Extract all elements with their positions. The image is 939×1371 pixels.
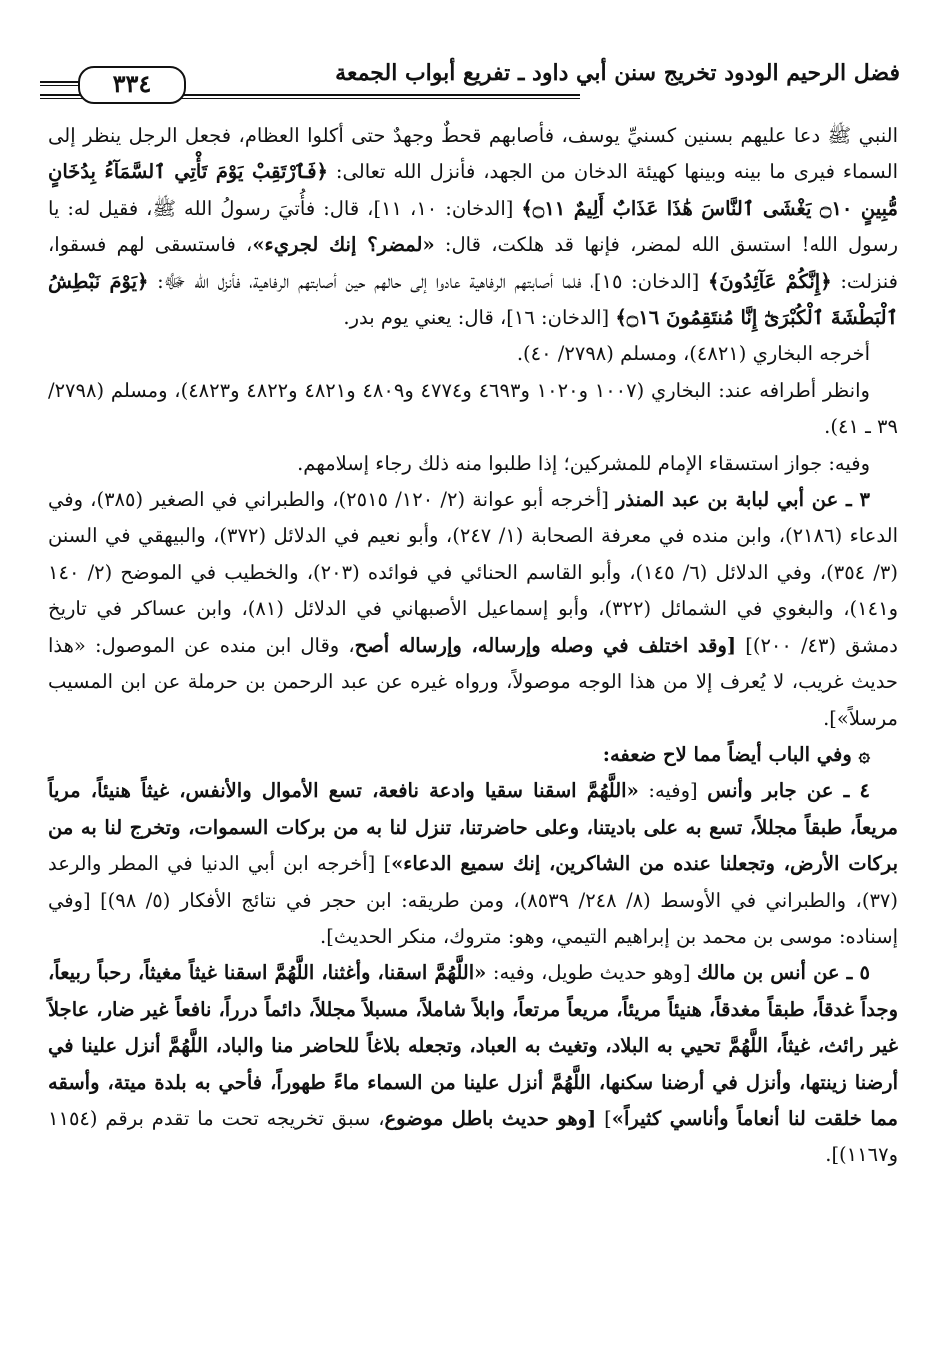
text: [وهو حديث طويل، وفيه: — [486, 961, 697, 985]
paragraph: وفيه: جواز استسقاء الإمام للمشركين؛ إذا طلبوا منه ذلك رجاء إسلامهم. — [297, 451, 870, 475]
paragraph: أخرجه البخاري (٤٨٢١)، ومسلم (٢٧٩٨/ ٤٠). — [516, 342, 870, 366]
text: ، فاستسقى لهم فسقوا، فنزلت: — [48, 233, 898, 293]
running-title: فضل الرحيم الودود تخريج سنن أبي داود ـ تفريع أبواب الجمعة — [335, 60, 900, 86]
text: [أخرجه أبو عوانة (٢/ ١٢٠/ ٢٥١٥)، والطبراني في الصغير (٣٨٥)، وفي الدعاء (٢١٨٦)، وابن منده في معرفة الصحابة (١/ ٢٤٧)، وأبو نعيم في الدلائل (٣٧٢)، والبيهقي في السنن (٣/ ٣٥٤)، وفي الدلائل (٦/ ١٤٥)، وأبو القاسم الحنائي في فوائده (٢٠٣)، والخطيب في الموضح (٢/ ١٤٠ و١٤١)، والبغوي في الشمائل (٣٢٢)، وأبو إسماعيل الأصبهاني في الدلائل (٨١)، وابن عساكر في تاريخ دمشق (٤٣/ ٢٠٠)] — [48, 488, 898, 657]
bold-text: [وهو حديث باطل موضوع — [384, 1106, 597, 1130]
paragraph — [48, 773, 898, 955]
bold-text: ٥ ـ عن أنس بن مالك — [696, 961, 870, 985]
page-number: ٣٣٤ — [78, 66, 186, 104]
bold-text: ٣ ـ عن أبي لبابة بن عبد المنذر — [616, 488, 870, 512]
paragraph — [48, 118, 898, 336]
bold-text: ٤ ـ عن جابر وأنس — [707, 779, 870, 803]
text: ] [أخرجه ابن أبي الدنيا في المطر والرعد (٣٧)، والطبراني في الأوسط (٨/ ٢٤٨/ ٨٥٣٩)، ومن طريقه: ابن حجر في نتائج الأفكار (٥/ ٩٨)] [وفي إسناده: موسى بن محمد بن إبراهيم التيمي، وهو: متروك، منكر الحديث]. — [48, 852, 898, 948]
bold-text: ﴿فَٱرْتَقِبْ يَوْمَ تَأْتِي ٱلسَّمَآءُ بِدُخَانٍ مُّبِينٍ ۝١٠ يَغْشَى ٱلنَّاسَ هَٰذَا عَذَابٌ أَلِيمٌ ۝١١﴾ — [48, 160, 898, 220]
paragraph — [48, 955, 898, 1173]
paragraph — [48, 482, 898, 737]
section-heading: ۞ وفي الباب أيضاً مما لاح ضعفه: — [602, 742, 870, 766]
text: [وفيه: — [638, 779, 708, 803]
bold-text: «اللَّهُمَّ اسقنا سقيا وادعة نافعة، تسع الأموال والأنفس، غيثاً هنيئاً، مرياً مريعاً، طبقاً مجللاً، تسع به على باديتنا، وعلى حاضرتنا، تنزل لنا به من بركات السموات، وتخرج لنا به من بركات الأرض، وتجعلنا عنده من الشاكرين، إنك سميع الدعاء» — [48, 779, 898, 876]
text: [الدخان: ١٠، ١١]، قال: فأُتيَ رسولُ الله ﷺ، فقيل له: يا رسول الله! استسق الله لمضر، فإنها قد هلكت، قال: — [48, 196, 898, 257]
header-rule-left — [40, 81, 80, 86]
bold-text: «لمضر؟ إنك لجريء» — [252, 233, 435, 257]
text: [الدخان: ١٥]، فلما أصابتهم الرفاهية عادوا إلى حالهم حين أصابتهم الرفاهية، فأنزل الله ﷻ: — [148, 269, 708, 293]
page-body — [48, 118, 898, 1174]
text: [الدخان: ١٦]، قال: يعني يوم بدر. — [343, 306, 616, 330]
paragraph: وانظر أطرافه عند: البخاري (١٠٠٧ و١٠٢٠ و٤٦٩٣ و٤٧٧٤ و٤٨٠٩ و٤٨٢١ و٤٨٢٢ و٤٨٢٣)، ومسلم (٢٧٩٨/ ٣٩ ـ ٤١). — [48, 378, 898, 439]
bold-text: «اللَّهُمَّ اسقنا، وأغثنا، اللَّهُمَّ اسقنا غيثاً مغيثاً، رحباً ربيعاً، وجداً غدقاً، طبقاً مغدقاً، هنيئاً مريئاً، مريعاً مرتعاً، وابلاً شاملاً، مسبلاً مجللاً، دائماً درراً، نافعاً غير ضار، عاجلاً غير رائث، غيثاً، اللَّهُمَّ تحيي به البلاد، وتغيث به العباد، وتجعله بلاغاً للحاضر منا والباد، اللَّهُمَّ أنزل علينا في أرضنا زينتها، وأنزل في أرضنا سكنها، اللَّهُمَّ أنزل علينا من السماء ماءً طهوراً، فأحي به بلدة ميتة، وأسقه مما خلقت لنا أنعاماً وأناسي كثيراً» — [48, 961, 898, 1130]
page-header — [40, 52, 900, 100]
text: ] — [596, 1106, 612, 1130]
text: النبي ﷺ دعا عليهم بسنين كسنيِّ يوسف، فأصابهم قحطٌ وجهدٌ حتى أكلوا العظام، فجعل الرجل ينظر إلى السماء فيرى ما بينه وبينها كهيئة الدخان من الجهد، فأنزل الله تعالى: — [48, 124, 898, 184]
text: ، سبق تخريجه تحت ما تقدم برقم (١١٥٤ و١١٦٧)]. — [48, 1106, 898, 1167]
bold-text: [وقد اختلف في وصله وإرساله، وإرساله أصح — [354, 633, 737, 657]
text: ، وقال ابن منده عن الموصول: «هذا حديث غريب، لا يُعرف إلا من هذا الوجه موصولاً، ورواه غيره عن عبد الرحمن بن حرملة عن ابن المسيب مرسلاً»]. — [48, 633, 898, 730]
bold-text: ﴿يَوْمَ نَبْطِشُ ٱلْبَطْشَةَ ٱلْكُبْرَىٰٓ إِنَّا مُنتَقِمُونَ ۝١٦﴾ — [48, 269, 898, 330]
bold-text: ﴿إِنَّكُمْ عَآئِدُونَ﴾ — [707, 269, 832, 293]
